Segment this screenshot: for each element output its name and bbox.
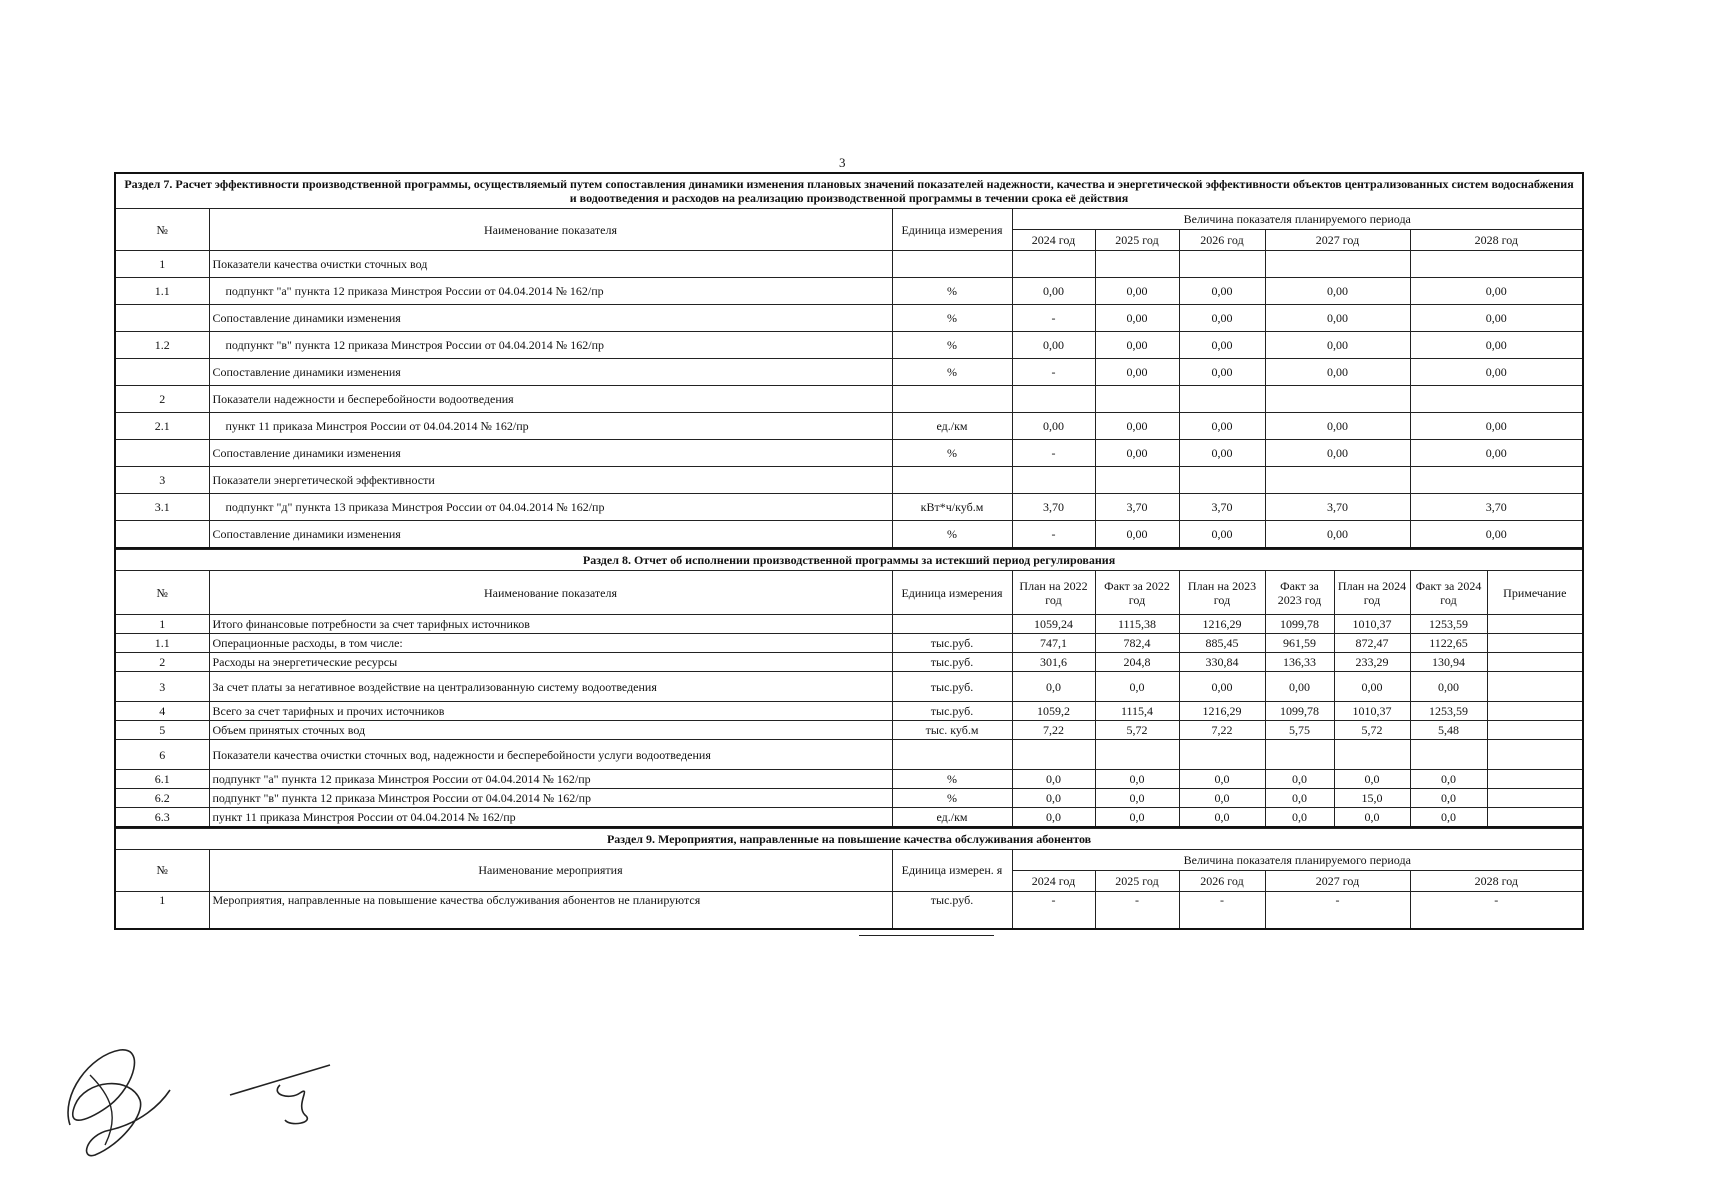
row-value: 3,70: [1410, 494, 1583, 521]
row-value: [1265, 386, 1410, 413]
row-value: 0,00: [1095, 359, 1179, 386]
row-value: 0,00: [1265, 305, 1410, 332]
row-name: Сопоставление динамики изменения: [209, 359, 892, 386]
row-value: 0,0: [1265, 789, 1334, 808]
row-value: 136,33: [1265, 653, 1334, 672]
row-value: -: [1012, 440, 1095, 467]
row-value: 0,00: [1095, 332, 1179, 359]
row-unit: %: [892, 359, 1012, 386]
row-value: 1059,2: [1012, 702, 1095, 721]
row-value: 0,00: [1179, 521, 1265, 549]
table-row: [115, 413, 1583, 440]
row-value: 0,00: [1410, 305, 1583, 332]
row-name: подпункт "а" пункта 12 приказа Минстроя России от 04.04.2014 № 162/пр: [209, 770, 892, 789]
row-value: 0,00: [1179, 440, 1265, 467]
row-value: 0,00: [1012, 278, 1095, 305]
row-unit: %: [892, 332, 1012, 359]
row-value: 0,0: [1265, 770, 1334, 789]
table-row: [115, 521, 1583, 549]
year-header: 2026 год: [1179, 870, 1265, 891]
table-row: [115, 634, 1583, 653]
row-value: [1179, 740, 1265, 770]
row-value: 0,0: [1012, 789, 1095, 808]
row-value: 1010,37: [1334, 702, 1410, 721]
row-no: 3: [115, 467, 209, 494]
row-value: 1253,59: [1410, 702, 1487, 721]
period-header: Факт за 2022 год: [1095, 571, 1179, 615]
row-value: 0,00: [1410, 413, 1583, 440]
row-value: 961,59: [1265, 634, 1334, 653]
row-value: 0,00: [1334, 672, 1410, 702]
row-value: -: [1012, 891, 1095, 929]
row-value: [1410, 386, 1583, 413]
row-name: Показатели качества очистки сточных вод, надежности и бесперебойности услуги водоотведения: [209, 740, 892, 770]
row-value: [1012, 386, 1095, 413]
col-header-name: Наименование показателя: [209, 209, 892, 251]
row-note: [1487, 808, 1583, 827]
row-name: Сопоставление динамики изменения: [209, 440, 892, 467]
row-no: 2.1: [115, 413, 209, 440]
row-name: Операционные расходы, в том числе:: [209, 634, 892, 653]
row-name: Мероприятия, направленные на повышение качества обслуживания абонентов не планируются: [209, 891, 892, 929]
row-value: [1179, 386, 1265, 413]
row-value: 5,48: [1410, 721, 1487, 740]
year-header: 2025 год: [1095, 870, 1179, 891]
period-header: План на 2023 год: [1179, 571, 1265, 615]
row-value: 7,22: [1179, 721, 1265, 740]
row-no: 1.1: [115, 634, 209, 653]
row-value: -: [1012, 305, 1095, 332]
row-unit: [892, 251, 1012, 278]
row-value: [1095, 386, 1179, 413]
row-note: [1487, 721, 1583, 740]
row-unit: %: [892, 770, 1012, 789]
row-value: 0,00: [1179, 278, 1265, 305]
row-value: 5,75: [1265, 721, 1334, 740]
col-header-period: Величина показателя планируемого периода: [1012, 209, 1583, 230]
year-header: 2028 год: [1410, 230, 1583, 251]
row-value: 0,0: [1012, 672, 1095, 702]
row-value: 0,00: [1095, 413, 1179, 440]
table-row: [115, 332, 1583, 359]
table-row: [115, 789, 1583, 808]
row-value: -: [1179, 891, 1265, 929]
row-value: 0,00: [1410, 672, 1487, 702]
row-value: 872,47: [1334, 634, 1410, 653]
row-no: 6.2: [115, 789, 209, 808]
row-unit: тыс.руб.: [892, 653, 1012, 672]
row-note: [1487, 740, 1583, 770]
col-header-period: Величина показателя планируемого периода: [1012, 849, 1583, 870]
row-value: 0,00: [1265, 413, 1410, 440]
row-value: 0,00: [1095, 278, 1179, 305]
row-value: 301,6: [1012, 653, 1095, 672]
col-header-unit: Единица измерения: [892, 571, 1012, 615]
row-value: -: [1095, 891, 1179, 929]
row-no: 1.1: [115, 278, 209, 305]
year-header: 2026 год: [1179, 230, 1265, 251]
row-value: 0,00: [1179, 672, 1265, 702]
row-value: -: [1012, 359, 1095, 386]
row-value: 0,0: [1095, 672, 1179, 702]
row-value: 1115,4: [1095, 702, 1179, 721]
row-value: 1122,65: [1410, 634, 1487, 653]
year-header: 2024 год: [1012, 230, 1095, 251]
row-value: -: [1012, 521, 1095, 549]
row-unit: [892, 467, 1012, 494]
row-unit: %: [892, 278, 1012, 305]
row-no: 2: [115, 386, 209, 413]
table-row: [115, 721, 1583, 740]
year-header: 2025 год: [1095, 230, 1179, 251]
row-value: 7,22: [1012, 721, 1095, 740]
row-unit: %: [892, 305, 1012, 332]
row-value: 233,29: [1334, 653, 1410, 672]
row-name: Расходы на энергетические ресурсы: [209, 653, 892, 672]
row-note: [1487, 615, 1583, 634]
section-7-title: Раздел 7. Расчет эффективности производственной программы, осуществляемый путем сопоставления динамики изменения плановых значений показателей надежности, качества и энергетической эффективности объектов централизованных систем водоснабжения и водоотведения и расходов на реализацию производственной программы в течении срока её действия: [115, 173, 1583, 209]
row-no: 1: [115, 615, 209, 634]
row-unit: ед./км: [892, 413, 1012, 440]
row-value: 0,0: [1095, 770, 1179, 789]
row-unit: %: [892, 521, 1012, 549]
row-value: 0,00: [1265, 359, 1410, 386]
row-value: 0,00: [1095, 521, 1179, 549]
col-header-name: Наименование показателя: [209, 571, 892, 615]
row-no: 5: [115, 721, 209, 740]
row-value: 0,00: [1179, 413, 1265, 440]
row-value: 1115,38: [1095, 615, 1179, 634]
row-value: 3,70: [1179, 494, 1265, 521]
row-value: 885,45: [1179, 634, 1265, 653]
row-no: 6.3: [115, 808, 209, 827]
row-no: 6: [115, 740, 209, 770]
row-value: 0,0: [1410, 808, 1487, 827]
row-value: [1179, 467, 1265, 494]
row-no: [115, 521, 209, 549]
row-value: 0,0: [1095, 808, 1179, 827]
row-note: [1487, 789, 1583, 808]
row-note: [1487, 634, 1583, 653]
row-unit: %: [892, 440, 1012, 467]
table-row: [115, 440, 1583, 467]
row-value: 0,0: [1334, 770, 1410, 789]
row-value: 15,0: [1334, 789, 1410, 808]
row-value: 0,0: [1179, 808, 1265, 827]
row-no: [115, 359, 209, 386]
row-no: 1.2: [115, 332, 209, 359]
row-no: 2: [115, 653, 209, 672]
report-sheet: [114, 172, 1582, 930]
row-no: 4: [115, 702, 209, 721]
row-value: [1265, 467, 1410, 494]
row-value: 1059,24: [1012, 615, 1095, 634]
row-value: 747,1: [1012, 634, 1095, 653]
row-value: [1410, 251, 1583, 278]
row-value: [1265, 251, 1410, 278]
table-row: [115, 770, 1583, 789]
row-value: 130,94: [1410, 653, 1487, 672]
table-row: [115, 808, 1583, 827]
row-value: 330,84: [1179, 653, 1265, 672]
row-name: Показатели надежности и бесперебойности водоотведения: [209, 386, 892, 413]
row-value: 0,00: [1095, 440, 1179, 467]
table-row: [115, 305, 1583, 332]
row-value: 0,0: [1012, 770, 1095, 789]
row-value: 204,8: [1095, 653, 1179, 672]
year-header: 2024 год: [1012, 870, 1095, 891]
row-value: 3,70: [1095, 494, 1179, 521]
row-unit: %: [892, 789, 1012, 808]
row-value: 0,00: [1012, 413, 1095, 440]
row-unit: тыс.руб.: [892, 672, 1012, 702]
row-value: 0,00: [1265, 521, 1410, 549]
col-header-unit: Единица измерения: [892, 209, 1012, 251]
row-value: 0,0: [1410, 770, 1487, 789]
row-value: 1099,78: [1265, 702, 1334, 721]
col-header-note: Примечание: [1487, 571, 1583, 615]
row-no: 1: [115, 891, 209, 929]
row-value: 0,0: [1179, 789, 1265, 808]
row-value: 0,0: [1265, 808, 1334, 827]
row-value: 0,00: [1410, 332, 1583, 359]
row-value: [1410, 740, 1487, 770]
row-no: 1: [115, 251, 209, 278]
period-header: Факт за 2024 год: [1410, 571, 1487, 615]
row-value: 0,00: [1265, 278, 1410, 305]
row-name: Показатели качества очистки сточных вод: [209, 251, 892, 278]
row-unit: тыс.руб.: [892, 891, 1012, 929]
section-8-title: Раздел 8. Отчет об исполнении производственной программы за истекший период регулирования: [115, 550, 1583, 571]
section-8-table: [114, 549, 1584, 828]
table-row: [115, 494, 1583, 521]
row-value: 782,4: [1095, 634, 1179, 653]
row-value: 1216,29: [1179, 702, 1265, 721]
year-header: 2027 год: [1265, 870, 1410, 891]
row-value: 0,0: [1410, 789, 1487, 808]
row-note: [1487, 653, 1583, 672]
row-value: 0,00: [1265, 672, 1334, 702]
row-value: 0,00: [1179, 359, 1265, 386]
table-row: [115, 359, 1583, 386]
row-value: 0,0: [1012, 808, 1095, 827]
row-name: Объем принятых сточных вод: [209, 721, 892, 740]
row-value: [1179, 251, 1265, 278]
section-7-table: [114, 172, 1584, 549]
row-value: 0,00: [1410, 521, 1583, 549]
row-value: 5,72: [1095, 721, 1179, 740]
row-value: 0,0: [1179, 770, 1265, 789]
year-header: 2027 год: [1265, 230, 1410, 251]
row-name: подпункт "в" пункта 12 приказа Минстроя России от 04.04.2014 № 162/пр: [209, 789, 892, 808]
row-value: [1334, 740, 1410, 770]
row-value: [1410, 467, 1583, 494]
row-unit: [892, 386, 1012, 413]
row-value: -: [1265, 891, 1410, 929]
bottom-divider: [859, 935, 994, 936]
row-value: 0,0: [1334, 808, 1410, 827]
row-value: 0,00: [1012, 332, 1095, 359]
row-name: За счет платы за негативное воздействие на централизованную систему водоотведения: [209, 672, 892, 702]
page-number: 3: [839, 155, 846, 170]
table-row: [115, 740, 1583, 770]
year-header: 2028 год: [1410, 870, 1583, 891]
row-value: [1095, 251, 1179, 278]
row-unit: [892, 740, 1012, 770]
row-name: Сопоставление динамики изменения: [209, 521, 892, 549]
row-no: 6.1: [115, 770, 209, 789]
row-value: [1012, 740, 1095, 770]
col-header-no: №: [115, 209, 209, 251]
row-value: [1265, 740, 1334, 770]
section-9-title: Раздел 9. Мероприятия, направленные на повышение качества обслуживания абонентов: [115, 828, 1583, 849]
col-header-no: №: [115, 849, 209, 891]
row-value: 1010,37: [1334, 615, 1410, 634]
row-value: [1095, 740, 1179, 770]
col-header-unit: Единица измерен. я: [892, 849, 1012, 891]
row-no: [115, 440, 209, 467]
period-header: План на 2024 год: [1334, 571, 1410, 615]
table-row: [115, 653, 1583, 672]
row-value: 1216,29: [1179, 615, 1265, 634]
row-value: 1099,78: [1265, 615, 1334, 634]
row-value: 3,70: [1265, 494, 1410, 521]
table-row: [115, 672, 1583, 702]
row-value: [1012, 467, 1095, 494]
row-value: 0,00: [1410, 359, 1583, 386]
col-header-name: Наименование мероприятия: [209, 849, 892, 891]
row-note: [1487, 672, 1583, 702]
row-note: [1487, 770, 1583, 789]
row-name: подпункт "д" пункта 13 приказа Минстроя России от 04.04.2014 № 162/пр: [209, 494, 892, 521]
row-value: 0,0: [1095, 789, 1179, 808]
period-header: Факт за 2023 год: [1265, 571, 1334, 615]
row-value: 5,72: [1334, 721, 1410, 740]
table-row: [115, 891, 1583, 929]
row-unit: ед./км: [892, 808, 1012, 827]
row-value: 0,00: [1410, 278, 1583, 305]
row-name: пункт 11 приказа Минстроя России от 04.04.2014 № 162/пр: [209, 808, 892, 827]
row-value: 0,00: [1410, 440, 1583, 467]
row-value: 0,00: [1179, 305, 1265, 332]
row-name: подпункт "а" пункта 12 приказа Минстроя России от 04.04.2014 № 162/пр: [209, 278, 892, 305]
period-header: План на 2022 год: [1012, 571, 1095, 615]
row-name: подпункт "в" пункта 12 приказа Минстроя России от 04.04.2014 № 162/пр: [209, 332, 892, 359]
row-unit: тыс. куб.м: [892, 721, 1012, 740]
table-row: [115, 467, 1583, 494]
section-9-table: [114, 828, 1584, 931]
row-no: 3.1: [115, 494, 209, 521]
row-name: Итого финансовые потребности за счет тарифных источников: [209, 615, 892, 634]
row-name: пункт 11 приказа Минстроя России от 04.04.2014 № 162/пр: [209, 413, 892, 440]
row-value: 0,00: [1179, 332, 1265, 359]
table-row: [115, 278, 1583, 305]
row-no: 3: [115, 672, 209, 702]
row-name: Всего за счет тарифных и прочих источников: [209, 702, 892, 721]
row-name: Показатели энергетической эффективности: [209, 467, 892, 494]
table-row: [115, 386, 1583, 413]
handwritten-signature: [50, 1035, 370, 1165]
col-header-no: №: [115, 571, 209, 615]
row-value: 0,00: [1265, 332, 1410, 359]
row-unit: кВт*ч/куб.м: [892, 494, 1012, 521]
row-no: [115, 305, 209, 332]
row-unit: [892, 615, 1012, 634]
row-value: [1095, 467, 1179, 494]
row-value: 3,70: [1012, 494, 1095, 521]
row-value: 0,00: [1095, 305, 1179, 332]
row-value: -: [1410, 891, 1583, 929]
row-unit: тыс.руб.: [892, 702, 1012, 721]
row-unit: тыс.руб.: [892, 634, 1012, 653]
row-value: 1253,59: [1410, 615, 1487, 634]
row-value: 0,00: [1265, 440, 1410, 467]
row-note: [1487, 702, 1583, 721]
table-row: [115, 251, 1583, 278]
row-name: Сопоставление динамики изменения: [209, 305, 892, 332]
table-row: [115, 615, 1583, 634]
row-value: [1012, 251, 1095, 278]
table-row: [115, 702, 1583, 721]
